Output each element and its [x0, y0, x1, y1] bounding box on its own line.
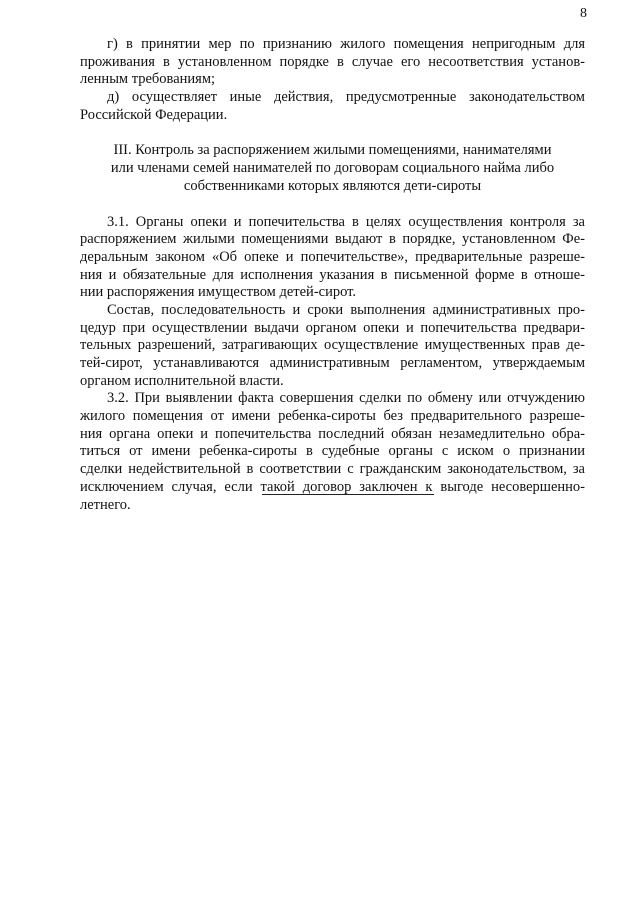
text-line: органом исполнительной власти.	[80, 372, 284, 389]
heading-line: собственниками которых являются дети-сироты	[183, 177, 482, 194]
section-heading	[80, 142, 585, 195]
text-line: цедур при осуществлении выдачи органом опеки и попечительства предвари-	[80, 319, 585, 336]
paragraph-composition	[80, 302, 585, 390]
document-body	[80, 36, 585, 514]
text-line: сделки недействительной в соответствии с гражданским законодательством, за	[80, 461, 585, 478]
text-line: нии распоряжения имуществом детей-сирот.	[80, 284, 357, 301]
text-line: распоряжением жилыми помещениями выдают в порядке, установленном Фе-	[80, 231, 585, 248]
text-line: г) в принятии мер по признанию жилого помещения непригодным для	[107, 36, 585, 52]
text-line: Состав, последовательность и сроки выполнения административных про-	[107, 301, 585, 318]
text-line: титься от имени ребенка-сироты в судебные органы с иском о признании	[80, 443, 585, 460]
text-line: ленным требованиям;	[80, 71, 216, 88]
paragraph-d	[80, 89, 585, 124]
text-line: Российской Федерации.	[80, 106, 228, 123]
text-line: проживания в установленном порядке в случае его несоответствия установ-	[80, 53, 585, 70]
page-number: 8	[580, 6, 587, 21]
text-line: тельных разрешений, затрагивающих осуществление имущественных прав де-	[80, 337, 585, 354]
text-line: ния органа опеки и попечительства последний обязан незамедлительно обра-	[80, 425, 585, 442]
text-line: исключением случая, если такой договор заключен к выгоде несовершенно-	[80, 478, 585, 495]
text-line: летнего.	[80, 496, 131, 513]
paragraph-g	[80, 36, 585, 89]
text-line: ния и обязательные для исполнения указания в письменной форме в отноше-	[80, 266, 585, 283]
text-line: д) осуществляет иные действия, предусмотренные законодательством	[107, 89, 585, 106]
text-line: тей-сирот, устанавливаются административным регламентом, утверждаемым	[80, 355, 585, 371]
paragraph-3-2	[80, 390, 585, 514]
text-line: жилого помещения от имени ребенка-сироты без предварительного разреше-	[80, 408, 585, 425]
text-line: 3.2. При выявлении факта совершения сделки по обмену или отчуждению	[107, 390, 585, 407]
heading-line: III. Контроль за распоряжением жилыми помещениями, нанимателями	[113, 142, 552, 159]
text-line: деральным законом «Об опеке и попечительстве», предварительные разреше-	[80, 248, 585, 265]
text-line: 3.1. Органы опеки и попечительства в целях осуществления контроля за	[107, 213, 585, 230]
heading-line: или членами семей нанимателей по договорам социального найма либо	[110, 160, 555, 177]
paragraph-3-1	[80, 214, 585, 302]
end-divider	[262, 494, 434, 495]
